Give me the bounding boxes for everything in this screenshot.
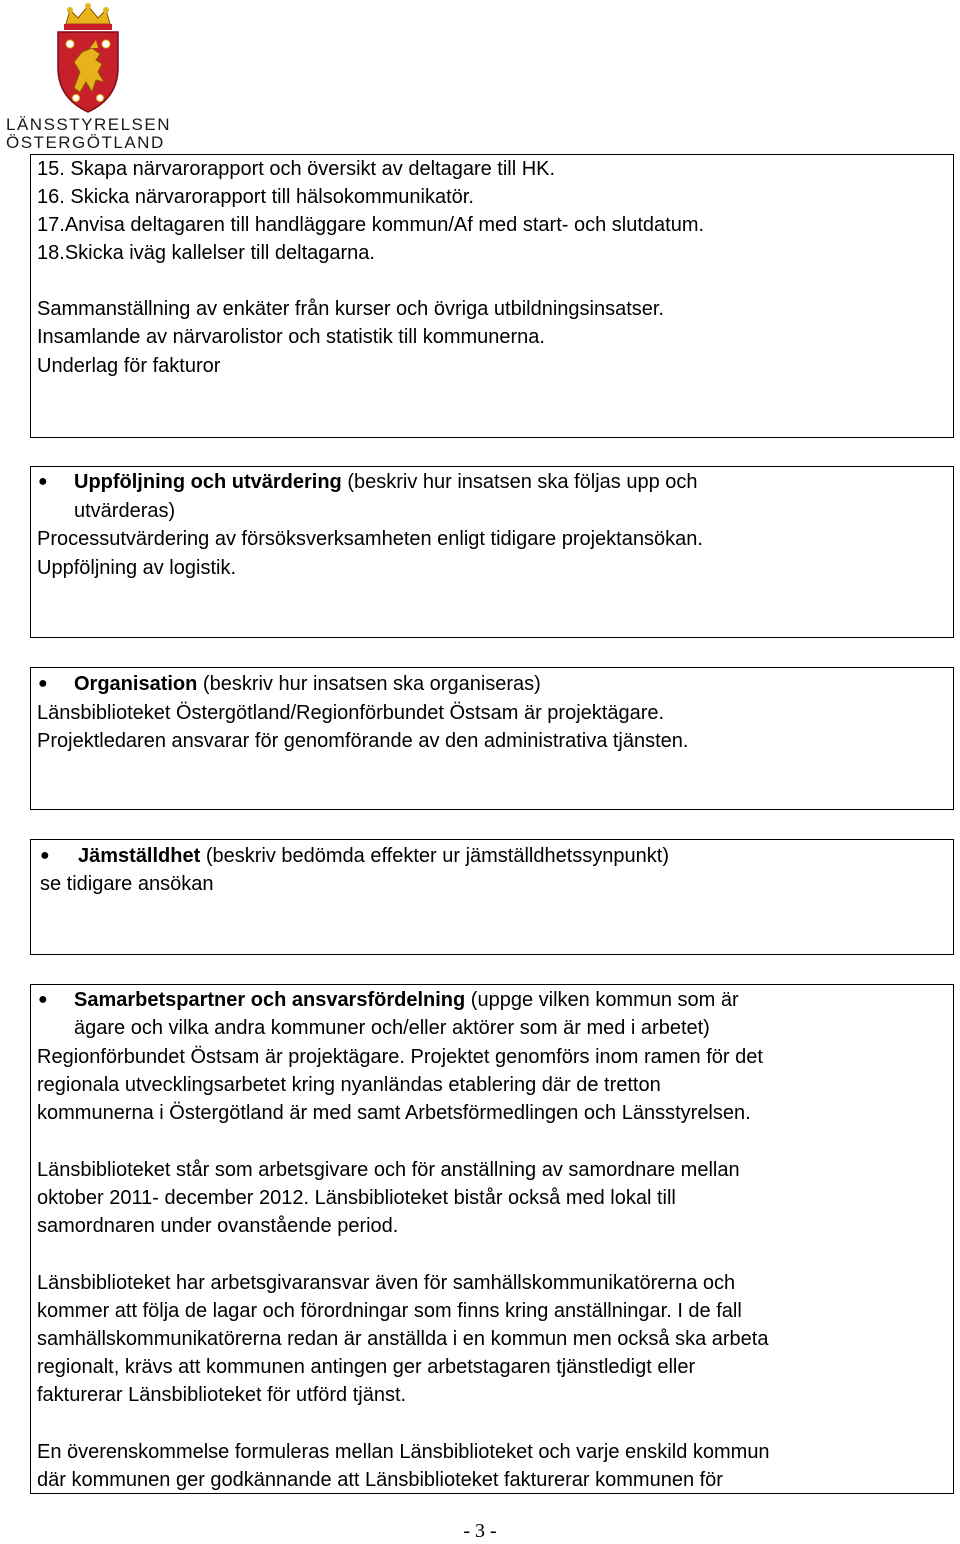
followup-hint-cont: utvärderas) bbox=[74, 500, 176, 522]
logo-line-1: LÄNSSTYRELSEN bbox=[6, 115, 171, 134]
coat-of-arms-icon bbox=[52, 2, 124, 114]
equality-hint: (beskriv bedömda effekter ur jämställdhetssynpunkt) bbox=[200, 845, 670, 867]
bullet-icon: ● bbox=[38, 473, 48, 490]
invoice-paragraph: Underlag för fakturor bbox=[37, 355, 221, 377]
partners-p3-line: fakturerar Länsbiblioteket för utförd tjänst. bbox=[37, 1384, 407, 1406]
list-item: 17.Anvisa deltagaren till handläggare kommun/Af med start- och slutdatum. bbox=[37, 214, 705, 236]
followup-hint: (beskriv hur insatsen ska följas upp och bbox=[341, 471, 698, 493]
followup-heading-line bbox=[74, 468, 698, 496]
partners-p1-line: kommunerna i Östergötland är med samt Arbetsförmedlingen och Länsstyrelsen. bbox=[37, 1102, 751, 1124]
list-item: 18.Skicka iväg kallelser till deltagarna. bbox=[37, 242, 375, 264]
partners-p3-line: regionalt, krävs att kommunen antingen ger arbetstagaren tjänstledigt eller bbox=[37, 1356, 696, 1378]
organisation-line-1: Länsbiblioteket Östergötland/Regionförbundet Östsam är projektägare. bbox=[37, 702, 665, 724]
collection-paragraph: Insamlande av närvarolistor och statistik till kommunerna. bbox=[37, 326, 545, 348]
equality-heading: Jämställdhet bbox=[78, 845, 201, 867]
organisation-heading-line bbox=[74, 670, 541, 698]
partners-hint: (uppge vilken kommun som är bbox=[465, 989, 739, 1011]
partners-hint-cont: ägare och vilka andra kommuner och/eller aktörer som är med i arbetet) bbox=[74, 1017, 710, 1039]
organisation-line-2: Projektledaren ansvarar för genomförande av den administrativa tjänsten. bbox=[37, 730, 689, 752]
bullet-icon: ● bbox=[38, 675, 48, 692]
partners-p1-line: regionala utvecklingsarbetet kring nyanländas etablering där de tretton bbox=[37, 1074, 661, 1096]
partners-p3-line: samhällskommunikatörerna redan är anställda i en kommun men också ska arbeta bbox=[37, 1328, 769, 1350]
partners-heading: Samarbetspartner och ansvarsfördelning bbox=[74, 989, 466, 1011]
lansstyrelsen-logo bbox=[2, 2, 174, 154]
summary-paragraph: Sammanställning av enkäter från kurser och övriga utbildningsinsatser. bbox=[37, 298, 664, 320]
partners-p2-line: Länsbiblioteket står som arbetsgivare och för anställning av samordnare mellan bbox=[37, 1159, 740, 1181]
organisation-heading: Organisation bbox=[74, 673, 198, 695]
partners-p2-line: samordnaren under ovanstående period. bbox=[37, 1215, 399, 1237]
bullet-icon: ● bbox=[40, 847, 50, 864]
partners-p3-line: Länsbiblioteket har arbetsgivaransvar även för samhällskommunikatörerna och bbox=[37, 1272, 736, 1294]
list-item: 16. Skicka närvarorapport till hälsokommunikatör. bbox=[37, 186, 474, 208]
followup-line-2: Uppföljning av logistik. bbox=[37, 557, 236, 579]
page-number: - 3 - bbox=[463, 1520, 497, 1542]
partners-p1-line: Regionförbundet Östsam är projektägare. Projektet genomförs inom ramen för det bbox=[37, 1046, 763, 1068]
followup-heading: Uppföljning och utvärdering bbox=[74, 471, 342, 493]
list-item: 15. Skapa närvarorapport och översikt av deltagare till HK. bbox=[37, 158, 556, 180]
partners-p2-line: oktober 2011- december 2012. Länsbiblioteket bistår också med lokal till bbox=[37, 1187, 676, 1209]
partners-p4-line: där kommunen ger godkännande att Länsbiblioteket fakturerar kommunen för bbox=[37, 1469, 723, 1491]
organisation-hint: (beskriv hur insatsen ska organiseras) bbox=[197, 673, 541, 695]
followup-line-1: Processutvärdering av försöksverksamheten enligt tidigare projektansökan. bbox=[37, 528, 703, 550]
partners-p3-line: kommer att följa de lagar och förordningar som finns kring anställningar. I de fall bbox=[37, 1300, 742, 1322]
equality-line-1: se tidigare ansökan bbox=[40, 873, 214, 895]
partners-heading-line bbox=[74, 986, 739, 1014]
partners-p4-line: En överenskommelse formuleras mellan Länsbiblioteket och varje enskild kommun bbox=[37, 1441, 770, 1463]
logo-line-2: ÖSTERGÖTLAND bbox=[6, 133, 165, 152]
bullet-icon: ● bbox=[38, 991, 48, 1008]
equality-heading-line bbox=[78, 842, 669, 870]
